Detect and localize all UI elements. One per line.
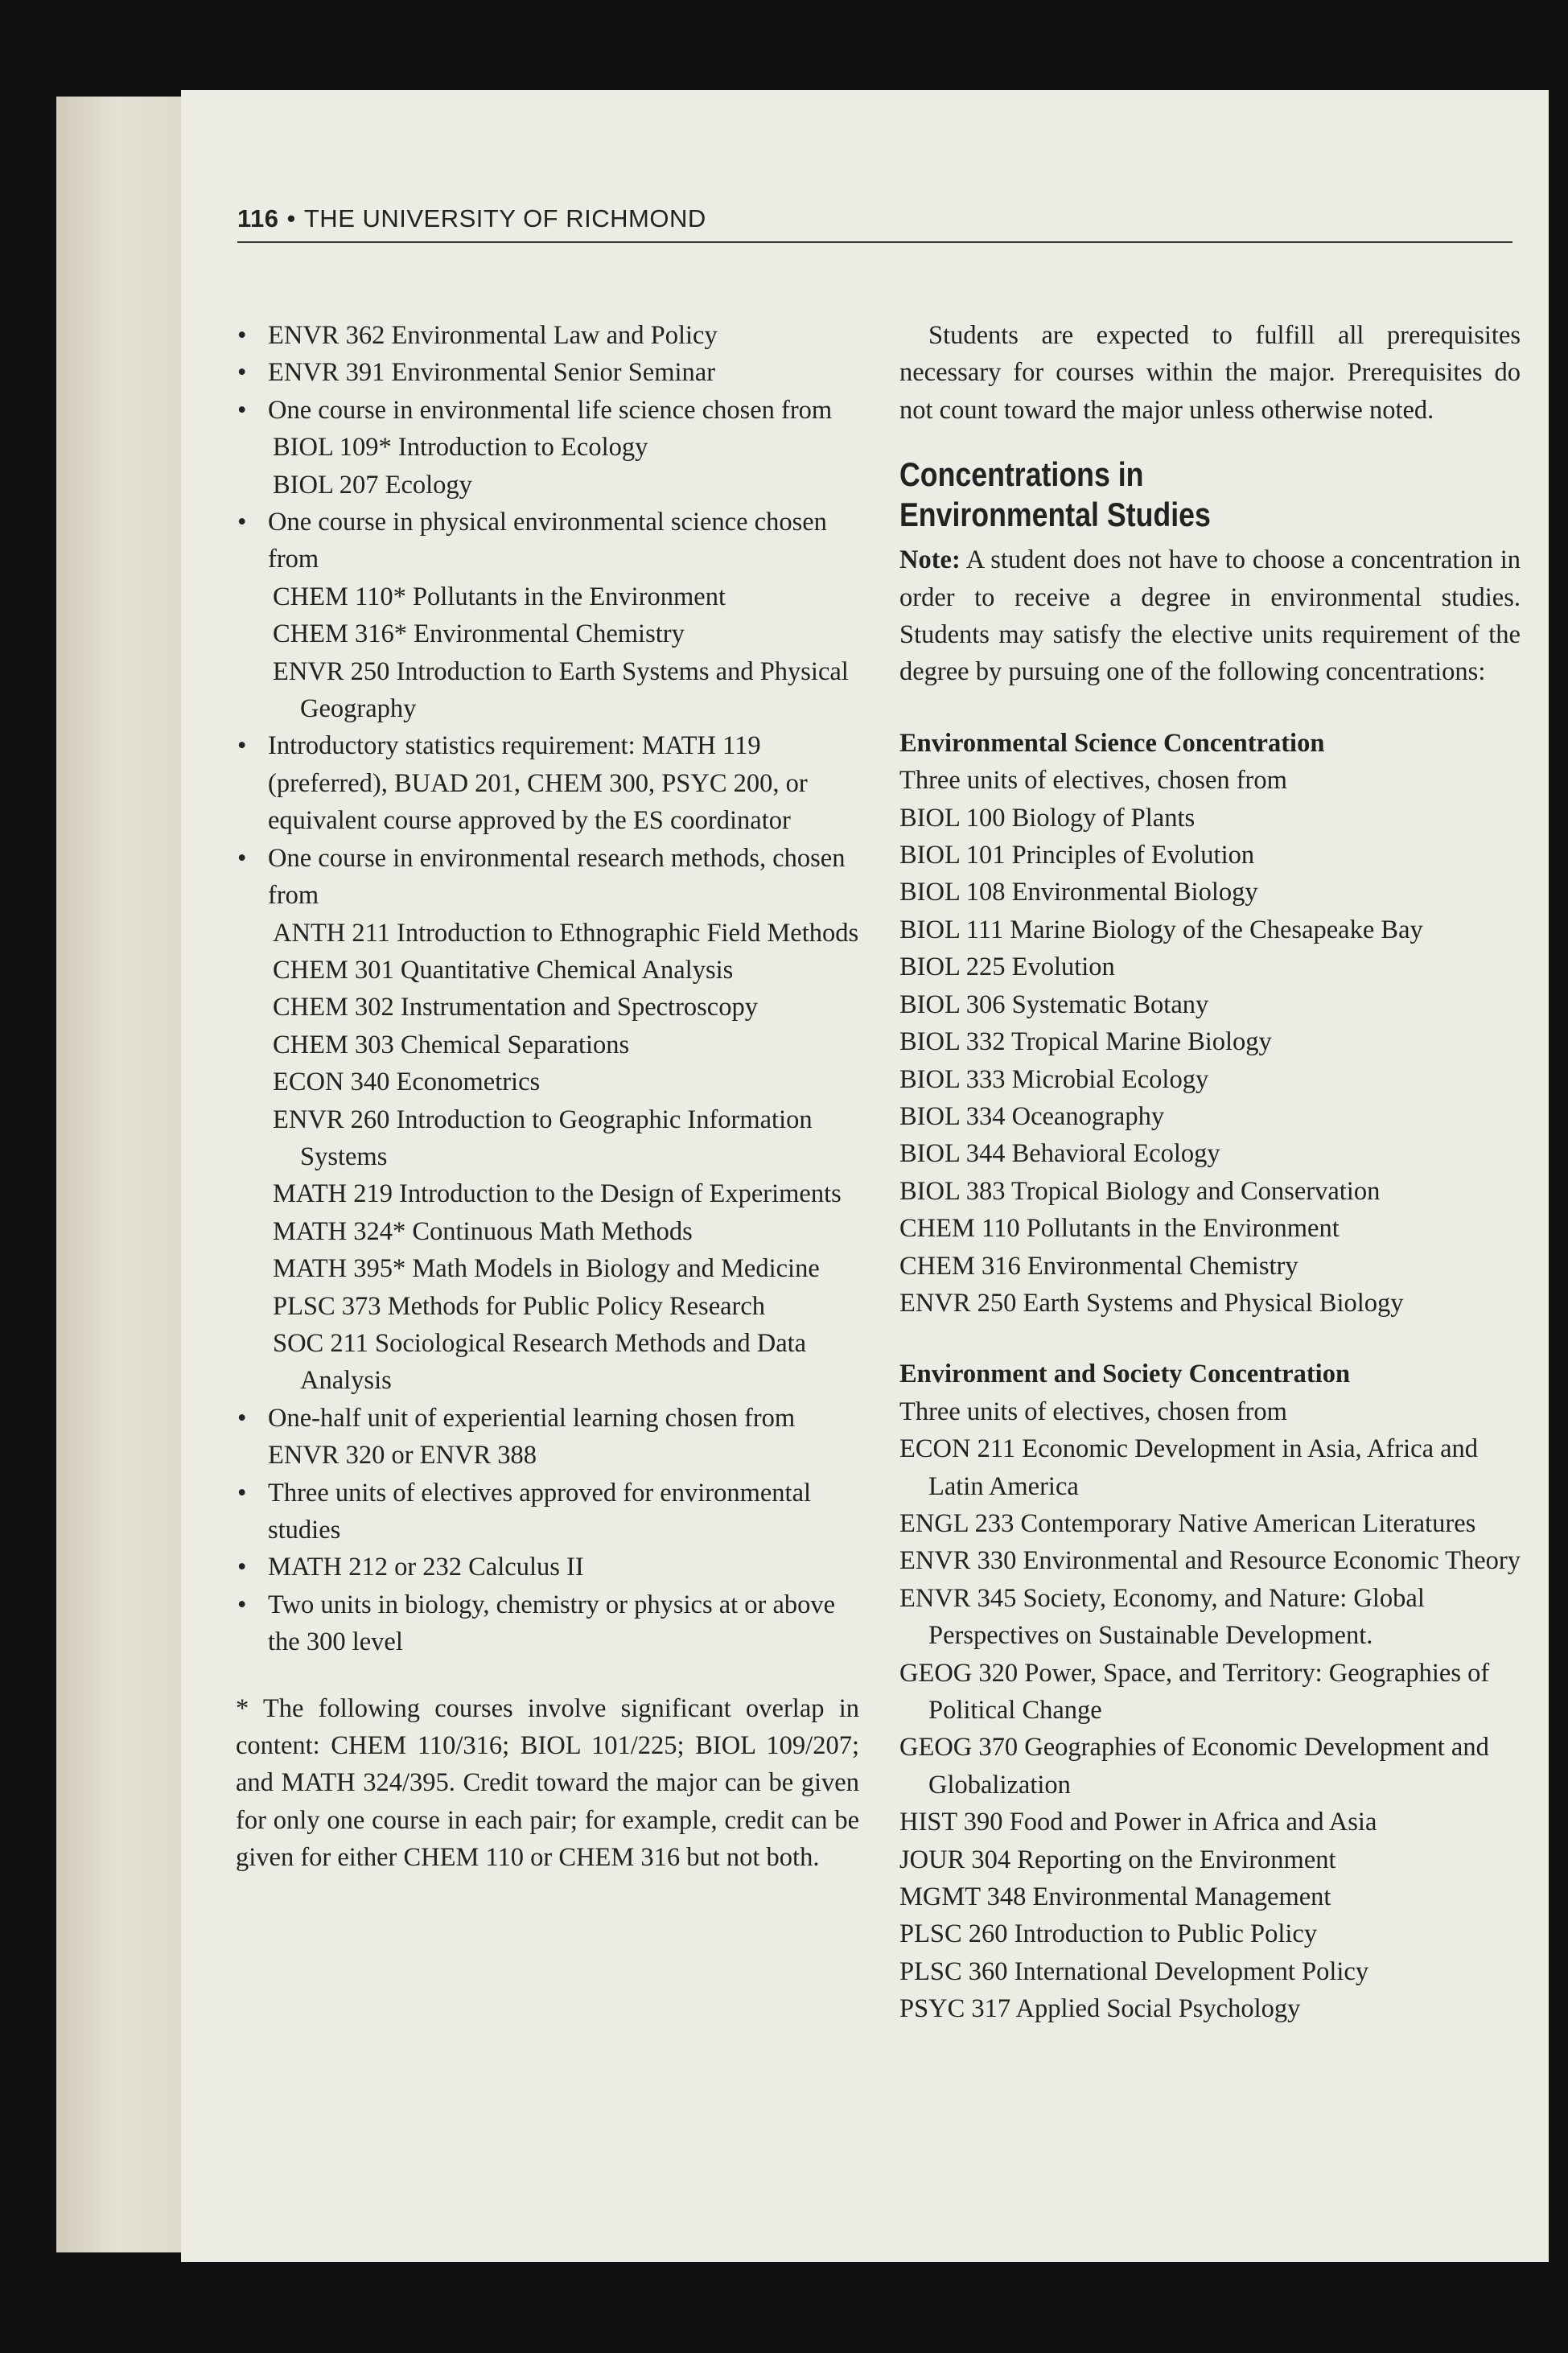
sub-list-item: BIOL 109* Introduction to Ecology — [273, 433, 648, 463]
course-entry: BIOL 334 Oceanography — [899, 1101, 1165, 1131]
concentration-title: Environment and Society Concentration — [899, 1360, 1351, 1389]
list-item: • ENVR 391 Environmental Senior Seminar — [236, 354, 859, 391]
course-entry: CHEM 110 Pollutants in the Environment — [899, 1214, 1340, 1244]
course-entry: PSYC 317 Applied Social Psychology — [899, 1994, 1301, 2024]
course-entry: PLSC 260 Introduction to Public Policy — [899, 1919, 1318, 1949]
concentration-lead: Three units of electives, chosen from — [899, 1397, 1287, 1426]
section-heading-line-1: Concentrations in — [899, 455, 1144, 494]
sub-list-item: ENVR 250 Introduction to Earth Systems and Physical Geography — [273, 656, 849, 724]
course-entry: PLSC 360 International Development Policy — [899, 1956, 1369, 1986]
sub-list-item: ANTH 211 Introduction to Ethnographic Field Methods — [273, 918, 859, 948]
course-entry: BIOL 332 Tropical Marine Biology — [899, 1027, 1272, 1057]
course-entry: HIST 390 Food and Power in Africa and Asia — [899, 1808, 1377, 1837]
sub-list-item: CHEM 303 Chemical Separations — [273, 1030, 630, 1059]
list-item: • One course in environmental life science chosen from — [236, 392, 859, 429]
page-edge — [56, 97, 201, 2252]
sub-list-item: PLSC 373 Methods for Public Policy Research — [273, 1291, 766, 1321]
list-item: • Introductory statistics requirement: MATH 119 (preferred), BUAD 201, CHEM 300, PSYC 200, or equivalent course approved by the ES coordinator — [236, 727, 859, 839]
course-entry: BIOL 306 Systematic Botany — [899, 989, 1209, 1019]
note-paragraph — [899, 541, 1521, 691]
right-column — [899, 317, 1521, 2028]
section-heading-line-2: Environmental Studies — [899, 496, 1211, 534]
concentration-title: Environmental Science Concentration — [899, 728, 1325, 758]
concentration-lead: Three units of electives, chosen from — [899, 766, 1287, 796]
sub-list-item: CHEM 316* Environmental Chemistry — [273, 619, 685, 649]
sub-list-item: MATH 395* Math Models in Biology and Medicine — [273, 1254, 820, 1284]
page-number: 116 — [237, 204, 279, 232]
course-entry: JOUR 304 Reporting on the Environment — [899, 1845, 1336, 1874]
sub-list-item: CHEM 302 Instrumentation and Spectroscopy — [273, 993, 758, 1022]
course-entry: MGMT 348 Environmental Management — [899, 1882, 1331, 1912]
sub-list-item: MATH 219 Introduction to the Design of Experiments — [273, 1179, 842, 1209]
sub-list-item: BIOL 207 Ecology — [273, 470, 472, 500]
header-title: THE UNIVERSITY OF RICHMOND — [303, 204, 706, 232]
sub-list-item: ECON 340 Econometrics — [273, 1067, 541, 1097]
sub-list-item: ENVR 260 Introduction to Geographic Information Systems — [273, 1105, 813, 1171]
course-entry: ENVR 250 Earth Systems and Physical Biology — [899, 1288, 1404, 1318]
course-entry: BIOL 344 Behavioral Ecology — [899, 1139, 1220, 1169]
sub-list-item: MATH 324* Continuous Math Methods — [273, 1216, 693, 1246]
course-entry: BIOL 383 Tropical Biology and Conservation — [899, 1176, 1381, 1206]
header-separator: • — [286, 204, 296, 232]
list-item: • One course in physical environmental science chosen from — [236, 504, 859, 578]
course-entry: BIOL 111 Marine Biology of the Chesapeake Bay — [899, 915, 1423, 944]
sub-list-item: SOC 211 Sociological Research Methods and Data Analysis — [273, 1328, 807, 1396]
course-entry: BIOL 333 Microbial Ecology — [899, 1064, 1209, 1094]
course-entry: BIOL 225 Evolution — [899, 952, 1115, 982]
course-entry: GEOG 370 Geographies of Economic Development and Globalization — [899, 1733, 1489, 1800]
course-entry: ENVR 330 Environmental and Resource Economic Theory — [899, 1546, 1521, 1576]
list-item: • Three units of electives approved for environmental studies — [236, 1475, 859, 1549]
left-column — [236, 317, 859, 1903]
course-entry: ENVR 345 Society, Economy, and Nature: Global Perspectives on Sustainable Development. — [899, 1583, 1425, 1651]
course-entry: BIOL 108 Environmental Biology — [899, 878, 1258, 907]
section-heading — [899, 455, 1522, 535]
course-entry: BIOL 100 Biology of Plants — [899, 803, 1196, 833]
book-page — [181, 90, 1549, 2262]
note-label: Note: — [899, 545, 961, 575]
list-item: • Two units in biology, chemistry or physics at or above the 300 level — [236, 1586, 859, 1661]
list-item: • One course in environmental research methods, chosen from — [236, 840, 859, 915]
course-entry: ECON 211 Economic Development in Asia, Africa and Latin America — [899, 1434, 1479, 1501]
running-head — [237, 185, 1512, 243]
course-entry: GEOG 320 Power, Space, and Territory: Geographies of Political Change — [899, 1658, 1490, 1725]
course-entry: BIOL 101 Principles of Evolution — [899, 841, 1255, 870]
sub-list-item: CHEM 301 Quantitative Chemical Analysis — [273, 955, 734, 985]
list-item: • One-half unit of experiential learning chosen from ENVR 320 or ENVR 388 — [236, 1400, 859, 1475]
intro-paragraph: Students are expected to fulfill all prerequisites necessary for courses within the major. Prerequisites do not count toward the major unless otherwise noted. — [899, 321, 1521, 425]
course-entry: ENGL 233 Contemporary Native American Literatures — [899, 1508, 1476, 1538]
note-text: A student does not have to choose a concentration in order to receive a degree in environmental studies. Students may satisfy the elective units requirement of the degree by pursuing one of the following concentrations: — [899, 545, 1521, 687]
list-item: • ENVR 362 Environmental Law and Policy — [236, 317, 859, 354]
sub-list-item: CHEM 110* Pollutants in the Environment — [273, 582, 726, 611]
list-item: • MATH 212 or 232 Calculus II — [236, 1549, 859, 1586]
footnote: * The following courses involve significant overlap in content: CHEM 110/316; BIOL 101/225; BIOL 109/207; and MATH 324/395. Credit toward the major can be given for only one course in each pair; for example, credit can be given for either CHEM 110 or CHEM 316 but not both. — [236, 1693, 859, 1873]
course-entry: CHEM 316 Environmental Chemistry — [899, 1251, 1298, 1281]
